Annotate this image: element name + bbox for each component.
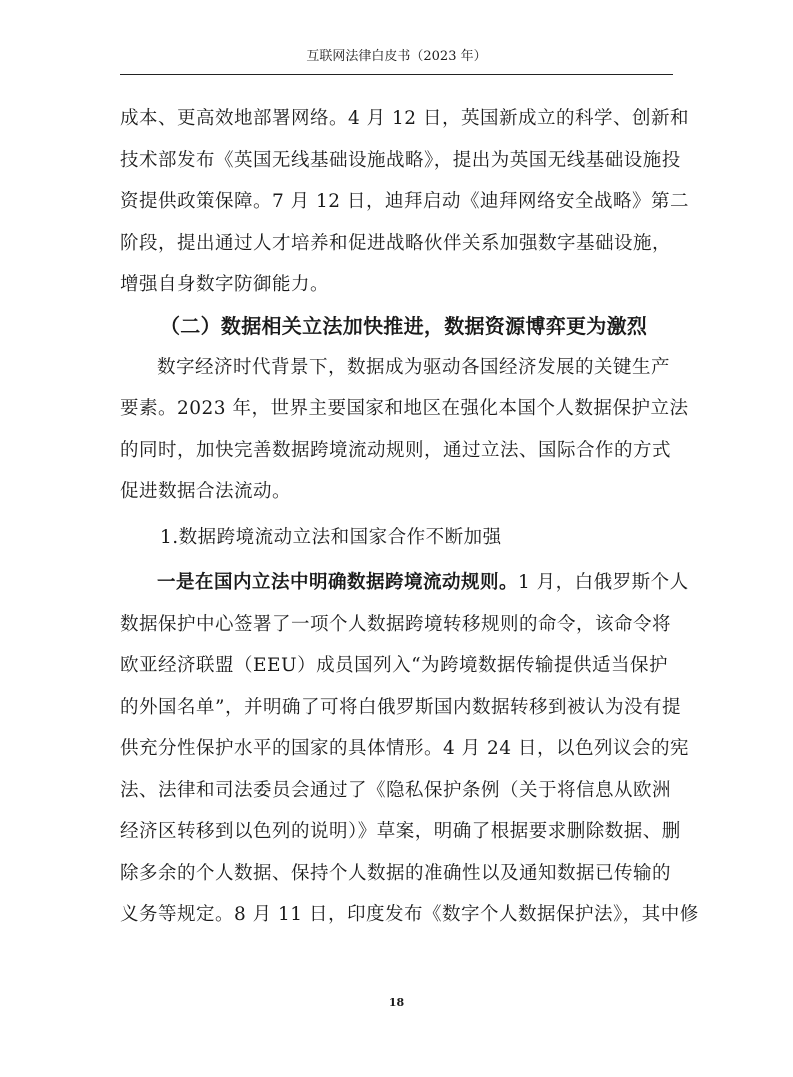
- running-header: [120, 47, 673, 75]
- lead-rest-text: 1 月，白俄罗斯个人: [518, 572, 689, 593]
- body-line: 促进数据合法流动。: [120, 481, 292, 502]
- header-title: 互联网法律白皮书（2023 年）: [306, 49, 487, 64]
- body-line: 阶段，提出通过人才培养和促进战略伙伴关系加强数字基础设施，: [120, 232, 672, 254]
- body-line: 资提供政策保障。7 月 12 日，迪拜启动《迪拜网络安全战略》第二: [120, 191, 689, 212]
- body-line: 数字经济时代背景下，数据成为驱动各国经济发展的关键生产: [157, 356, 671, 378]
- body-line: 数据保护中心签署了一项个人数据跨境转移规则的命令，该命令将: [120, 613, 672, 635]
- body-line: 除多余的个人数据、保持个人数据的准确性以及通知数据已传输的: [120, 862, 672, 884]
- body-line: 欧亚经济联盟（EEU）成员国列入“为跨境数据传输提供适当保护: [120, 655, 669, 676]
- body-line: 供充分性保护水平的国家的具体情形。4 月 24 日，以色列议会的宪: [120, 738, 689, 759]
- body-line: 增强自身数字防御能力。: [120, 274, 330, 295]
- page-body: [120, 98, 699, 936]
- subsection-heading: 1.数据跨境流动立法和国家合作不断加强: [160, 526, 502, 548]
- page-number: 18: [388, 996, 405, 1009]
- body-line: 成本、更高效地部署网络。4 月 12 日，英国新成立的科学、创新和: [120, 108, 689, 129]
- lead-bold-text: 一是在国内立法中明确数据跨境流动规则。: [157, 572, 519, 593]
- body-line: 技术部发布《英国无线基础设施战略》，提出为英国无线基础设施投: [120, 149, 681, 171]
- body-line: 的外国名单”，并明确了可将白俄罗斯国内数据转移到被认为没有提: [120, 696, 681, 718]
- body-line: 的同时，加快完善数据跨境流动规则，通过立法、国际合作的方式: [120, 439, 672, 461]
- section-heading: （二）数据相关立法加快推进，数据资源博弈更为激烈: [160, 313, 648, 338]
- body-line: 要素。2023 年，世界主要国家和地区在强化本国个人数据保护立法: [120, 398, 689, 419]
- body-line: 经济区转移到以色列的说明）》草案，明确了根据要求删除数据、删: [120, 821, 681, 842]
- body-line-lead: [120, 562, 689, 604]
- body-line: 义务等规定。8 月 11 日，印度发布《数字个人数据保护法》，其中修: [120, 904, 699, 925]
- body-line: 法、法律和司法委员会通过了《隐私保护条例（关于将信息从欧洲: [120, 779, 672, 801]
